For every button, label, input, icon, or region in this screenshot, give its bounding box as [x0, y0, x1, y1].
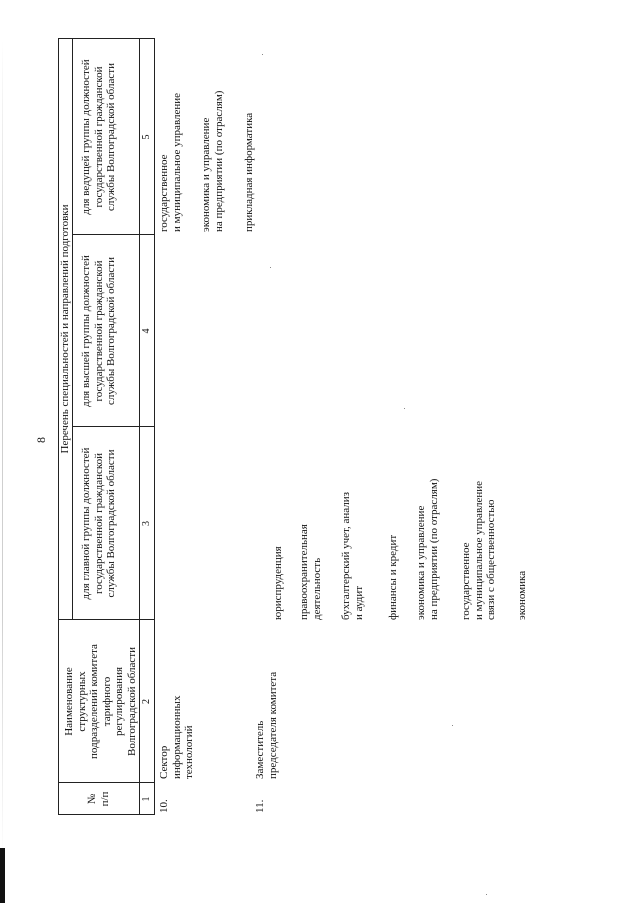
col-numbers-bottom-border — [154, 38, 155, 815]
row-11-highest-specialty-3: бухгалтерский учет, анализ и аудит — [340, 492, 365, 620]
col-number-3: 3 — [141, 521, 152, 526]
row-11-highest-specialty-7: экономика — [516, 570, 528, 620]
row-11-unit-name: Заместитель председателя комитета — [254, 671, 279, 779]
col-number-1: 1 — [141, 796, 152, 802]
row-11-highest-specialty-5: экономика и управление на предприятии (по отраслям) — [415, 478, 440, 620]
row-11-number: 11. — [254, 799, 266, 813]
col-number-4: 4 — [141, 328, 152, 334]
row-10-unit-name: Сектор информационных технологий — [158, 695, 195, 779]
row-11-highest-specialty-1: юриспруденция — [272, 546, 284, 620]
col-number-5: 5 — [141, 134, 152, 140]
header-leading-group-col: для ведущей группы должностей государственной гражданской службы Волгоградской области — [80, 59, 117, 215]
row-10-leading-specialty-3: прикладная информатика — [243, 112, 255, 232]
scan-speck — [404, 408, 405, 409]
header-unit-name-col: Наименование структурных подразделений комитета тарифного регулирования Волгоградской области — [63, 644, 138, 759]
row-10-leading-specialty-2: экономика и управление на предприятии (по отраслям) — [200, 90, 225, 232]
scan-speck — [262, 54, 263, 55]
col-number-2: 2 — [141, 699, 152, 704]
header-specialties-group: Перечень специальностей и направлений подготовки — [59, 204, 71, 454]
row-11-highest-specialty-6: государственное и муниципальное управление связи с общественностью — [460, 480, 497, 620]
row-11-highest-specialty-4: финансы и кредит — [387, 534, 399, 620]
row-10-leading-specialty-1: государственное и муниципальное управление — [158, 92, 183, 232]
row-11-highest-specialty-2: правоохранительная деятельность — [298, 524, 323, 620]
scan-speck — [452, 725, 453, 726]
group-header-divider — [72, 38, 73, 620]
row-10-number: 10. — [158, 799, 170, 813]
page-number: 8 — [34, 437, 48, 443]
header-highest-group-col: для высшей группы должностей государственной гражданской службы Волгоградской области — [80, 255, 117, 407]
header-main-group-col: для главной группы должностей государственной гражданской службы Волгоградской области — [80, 447, 117, 600]
header-number-col: № п/п — [86, 791, 111, 807]
scan-speck — [270, 267, 271, 268]
scan-speck — [486, 894, 487, 895]
